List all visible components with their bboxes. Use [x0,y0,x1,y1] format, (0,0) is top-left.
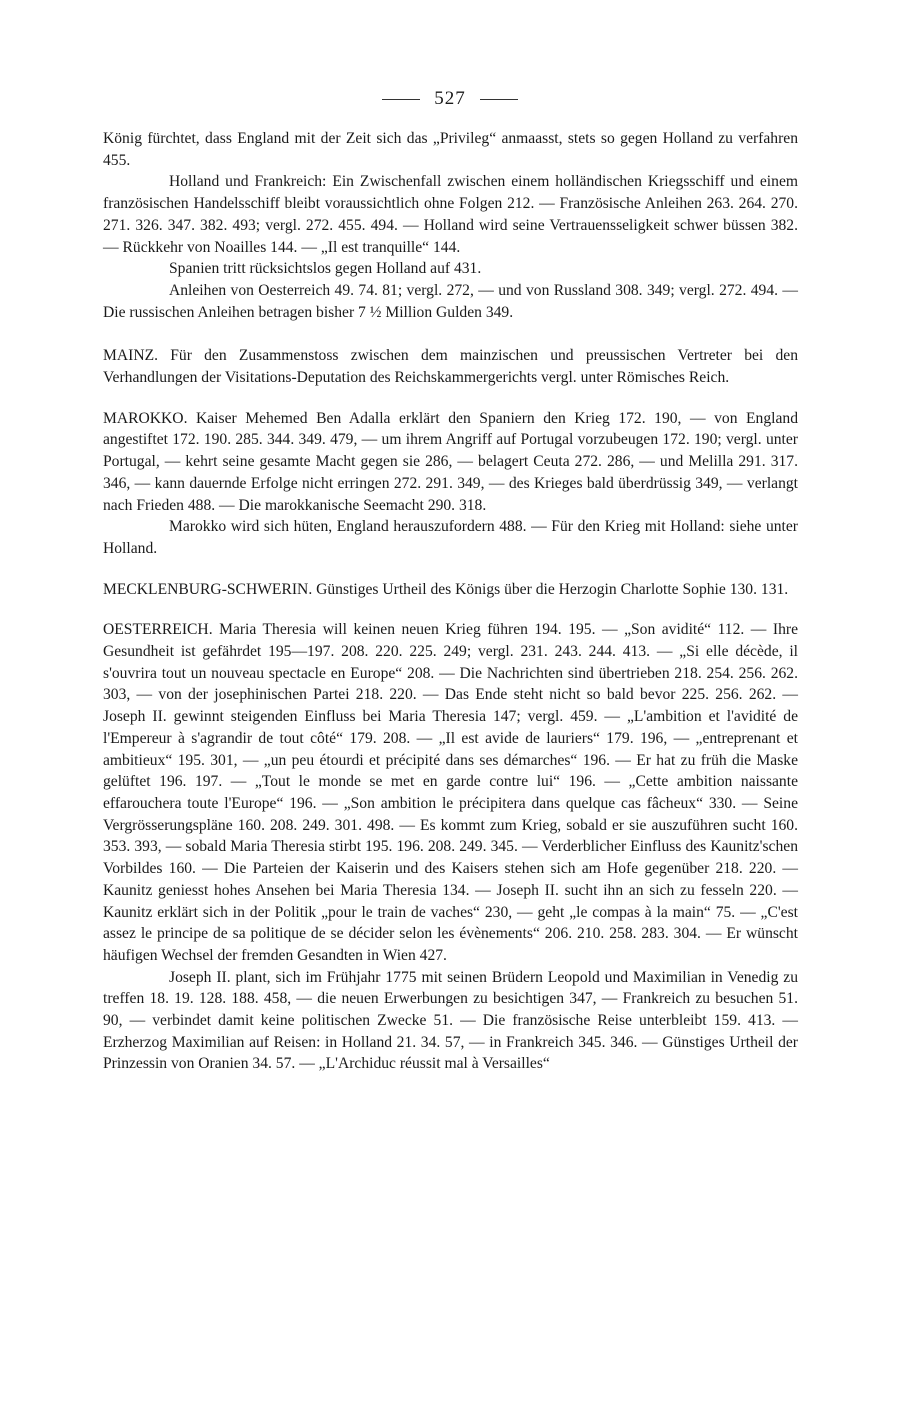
index-text [103,128,798,1075]
entry-mainz [103,345,798,388]
paragraph: Joseph II. plant, sich im Frühjahr 1775 mit seinen Brüdern Leopold und Maximilian in Venedig zu treffen 18. 19. 128. 188. 458, — die neuen Erwerbungen zu besichtigen 347, — Frankreich zu besuchen 51. 90, — verbindet damit keine politischen Zwecke 51. — Die französische Reise unterbleibt 159. 413. — Erzherzog Maximilian auf Reisen: in Holland 21. 34. 57, — in Frankreich 345. 346. — Günstiges Urtheil der Prinzessin von Oranien 34. 57. — „L'Archiduc réussit mal à Versailles“ [103,968,798,1073]
page-header [0,88,900,110]
paragraph: Holland und Frankreich: Ein Zwischenfall zwischen einem holländischen Kriegsschiff und einem französischen Handelsschiff bleibt voraussichtlich ohne Folgen 212. — Französische Anleihen 263. 264. 270. 271. 326. 347. 382. 493; vergl. 272. 455. 494. — Holland wird seine Vertrauensseligkeit schwer büssen 382. — Rückkehr von Noailles 144. — „Il est tranquille“ 144. [103,173,798,256]
paragraph: OESTERREICH. Maria Theresia will keinen neuen Krieg führen 194. 195. — „Son avidité“ 112. — Ihre Gesundheit ist gefährdet 195—197. 208. 220. 225. 249; vergl. 231. 243. 244. 413. — „Si elle décède, il s'ouvrira tout un nouveau spectacle en Europe“ 208. — Die Nachrichten sind übertrieben 218. 254. 256. 262. 303, — von der josephinischen Partei 218. 220. — Das Ende steht nicht so bald bevor 225. 256. 262. — Joseph II. gewinnt steigenden Einfluss bei Maria Theresia 147; vergl. 459. — „L'ambition et l'avidité de l'Empereur à s'agrandir de tout côté“ 179. 208. — „Il est avide de lauriers“ 179. 196, — „entreprenant et ambitieux“ 195. 301, — „un peu étourdi et précipité dans ses démarches“ 196. — Er hat zu früh die Maske gelüftet 196. 197. — „Tout le monde se met en garde contre lui“ 196. — „Cette ambition naissante effarouchera toute l'Europe“ 196. — „Son ambition le précipitera dans quelque cas fâcheux“ 330. — Seine Vergrösserungspläne 160. 208. 249. 301. 498. — Es kommt zum Krieg, sobald er sie auszuführen sucht 160. 353. 393, — sobald Maria Theresia stirbt 195. 196. 208. 249. 345. — Verderblicher Einfluss des Kaunitz'schen Vorbildes 160. — Die Parteien der Kaiserin und des Kaisers stehen sich am Hofe gegenüber 218. 220. — Kaunitz geniesst hohes Ansehen bei Maria Theresia 134. — Joseph II. sucht ihn an sich zu fesseln 220. — Kaunitz erklärt sich in der Politik „pour le train de vaches“ 230, — geht „le compas à la main“ 75. — „C'est assez le principe de sa politique de se décider selon les évènements“ 206. 210. 258. 283. 304. — Er wünscht häufigen Wechsel der fremden Gesandten in Wien 427. [103,621,798,964]
page-number: 527 [434,88,466,109]
header-rule-left [382,99,420,100]
entry-marokko [103,408,798,560]
paragraph: Anleihen von Oesterreich 49. 74. 81; vergl. 272, — und von Russland 308. 349; vergl. 272. 494. — Die russischen Anleihen betragen bisher 7 ½ Million Gulden 349. [103,281,798,321]
entry-mecklenburg-schwerin [103,579,798,601]
entry-holland-continued [103,128,798,323]
paragraph: MAROKKO. Kaiser Mehemed Ben Adalla erklärt den Spaniern den Krieg 172. 190, — von England angestiftet 172. 190. 285. 344. 349. 479, — um ihrem Angriff auf Portugal vorzubeugen 172. 190; vergl. unter Portugal, — kehrt seine gesamte Macht gegen sie 286, — belagert Ceuta 272. 286, — und Melilla 291. 317. 346, — kann dauernde Erfolge nicht erringen 272. 291. 349, — des Krieges bald überdrüssig 349, — verlangt nach Frieden 488. — Die marokkanische Seemacht 290. 318. [103,409,798,514]
paragraph: Spanien tritt rücksichtslos gegen Holland auf 431. [169,260,482,278]
entry-oesterreich [103,619,798,1075]
paragraph: König fürchtet, dass England mit der Zeit sich das „Privileg“ anmaasst, stets so gegen Holland zu verfahren 455. [103,130,798,169]
paragraph: MECKLENBURG-SCHWERIN. Günstiges Urtheil des Königs über die Herzogin Charlotte Sophie 130. 131. [103,580,789,598]
paragraph: Marokko wird sich hüten, England herauszufordern 488. — Für den Krieg mit Holland: siehe unter Holland. [103,518,798,557]
header-rule-right [480,99,518,100]
paragraph: MAINZ. Für den Zusammenstoss zwischen dem mainzischen und preussischen Vertreter bei den Verhandlungen der Visitations-Deputation des Reichskammergerichts vergl. unter Römisches Reich. [103,347,798,387]
